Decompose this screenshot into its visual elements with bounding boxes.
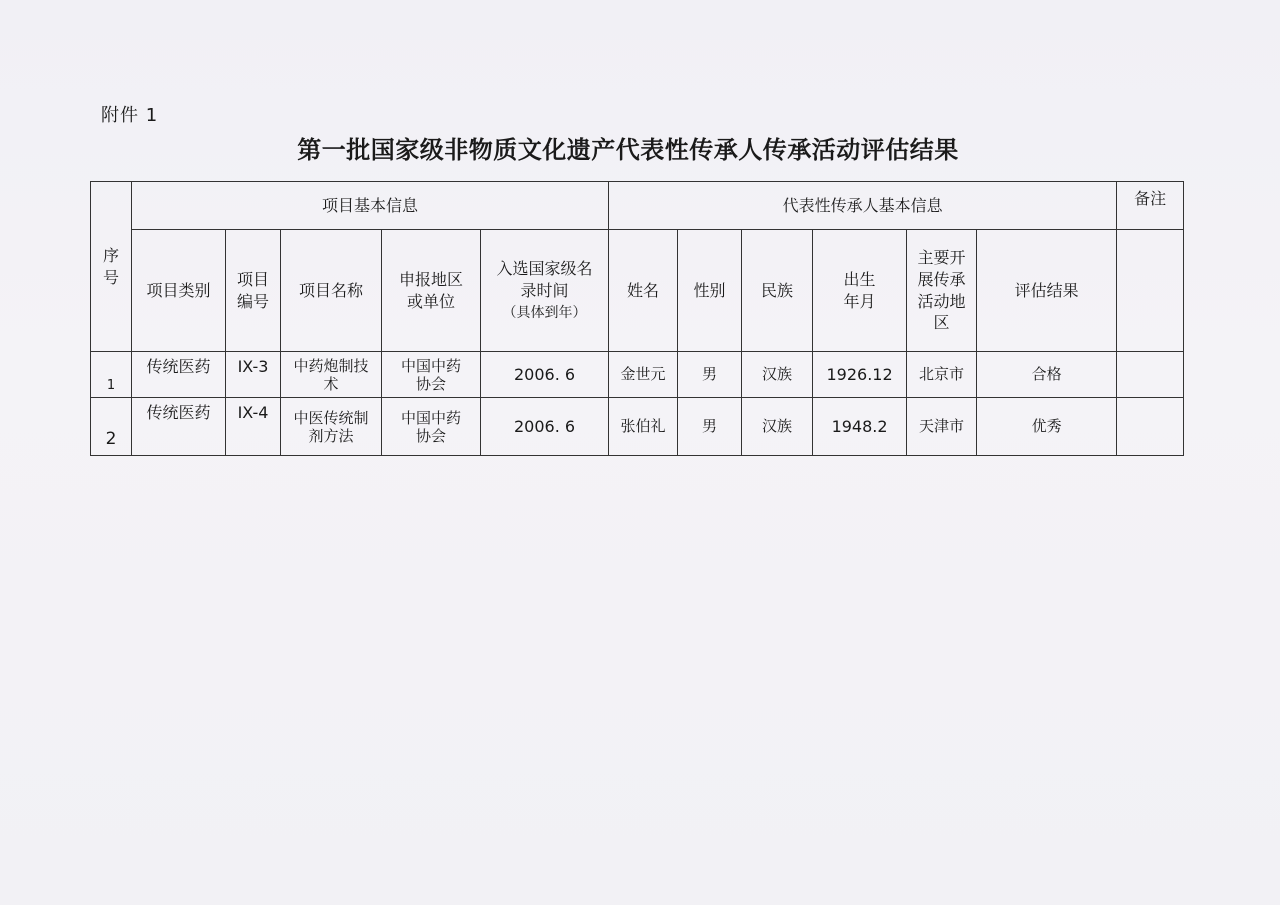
- region-header: 申报地区 或单位: [382, 230, 481, 352]
- row-code: IX-3: [226, 352, 281, 398]
- gender-header: 性别: [678, 230, 742, 352]
- row-birth: 1926.12: [813, 352, 907, 398]
- row-region: 中国中药 协会: [382, 352, 481, 398]
- row-result: 优秀: [977, 398, 1117, 456]
- row-gender: 男: [678, 352, 742, 398]
- evaluation-table: [90, 181, 1184, 456]
- row-listed-time: 2006. 6: [481, 398, 609, 456]
- row-birth: 1948.2: [813, 398, 907, 456]
- row-remarks: [1117, 352, 1184, 398]
- listed-time-header: 入选国家级名 录时间 （具体到年）: [481, 230, 609, 352]
- group-header-row: [91, 182, 1184, 230]
- name-header: 项目名称: [281, 230, 382, 352]
- row-seq: 1: [91, 352, 132, 398]
- seq-header: 序 号: [91, 182, 132, 352]
- row-ethnicity: 汉族: [742, 398, 813, 456]
- remarks-column: [1117, 230, 1184, 352]
- row-code: IX-4: [226, 398, 281, 456]
- row-listed-time: 2006. 6: [481, 352, 609, 398]
- row-project-name: 中药炮制技 术: [281, 352, 382, 398]
- row-ethnicity: 汉族: [742, 352, 813, 398]
- row-category: 传统医药: [132, 398, 226, 456]
- document-title: 第一批国家级非物质文化遗产代表性传承人传承活动评估结果: [297, 135, 959, 164]
- person-name-header: 姓名: [609, 230, 678, 352]
- row-region: 中国中药 协会: [382, 398, 481, 456]
- category-header: 项目类别: [132, 230, 226, 352]
- attachment-label: 附件 1: [101, 105, 159, 126]
- code-header: 项目 编号: [226, 230, 281, 352]
- row-seq: 2: [91, 398, 132, 456]
- table-row: [91, 352, 1184, 398]
- row-category: 传统医药: [132, 352, 226, 398]
- activity-area-header: 主要开 展传承 活动地 区: [907, 230, 977, 352]
- row-gender: 男: [678, 398, 742, 456]
- birth-header: 出生 年月: [813, 230, 907, 352]
- row-person-name: 金世元: [609, 352, 678, 398]
- table-row: [91, 398, 1184, 456]
- remarks-header: 备注: [1117, 182, 1184, 230]
- result-header: 评估结果: [977, 230, 1117, 352]
- row-activity-area: 天津市: [907, 398, 977, 456]
- row-activity-area: 北京市: [907, 352, 977, 398]
- row-person-name: 张伯礼: [609, 398, 678, 456]
- row-remarks: [1117, 398, 1184, 456]
- row-result: 合格: [977, 352, 1117, 398]
- project-info-header: 项目基本信息: [132, 182, 609, 230]
- column-header-row: [91, 230, 1184, 352]
- inheritor-info-header: 代表性传承人基本信息: [609, 182, 1117, 230]
- ethnicity-header: 民族: [742, 230, 813, 352]
- row-project-name: 中医传统制 剂方法: [281, 398, 382, 456]
